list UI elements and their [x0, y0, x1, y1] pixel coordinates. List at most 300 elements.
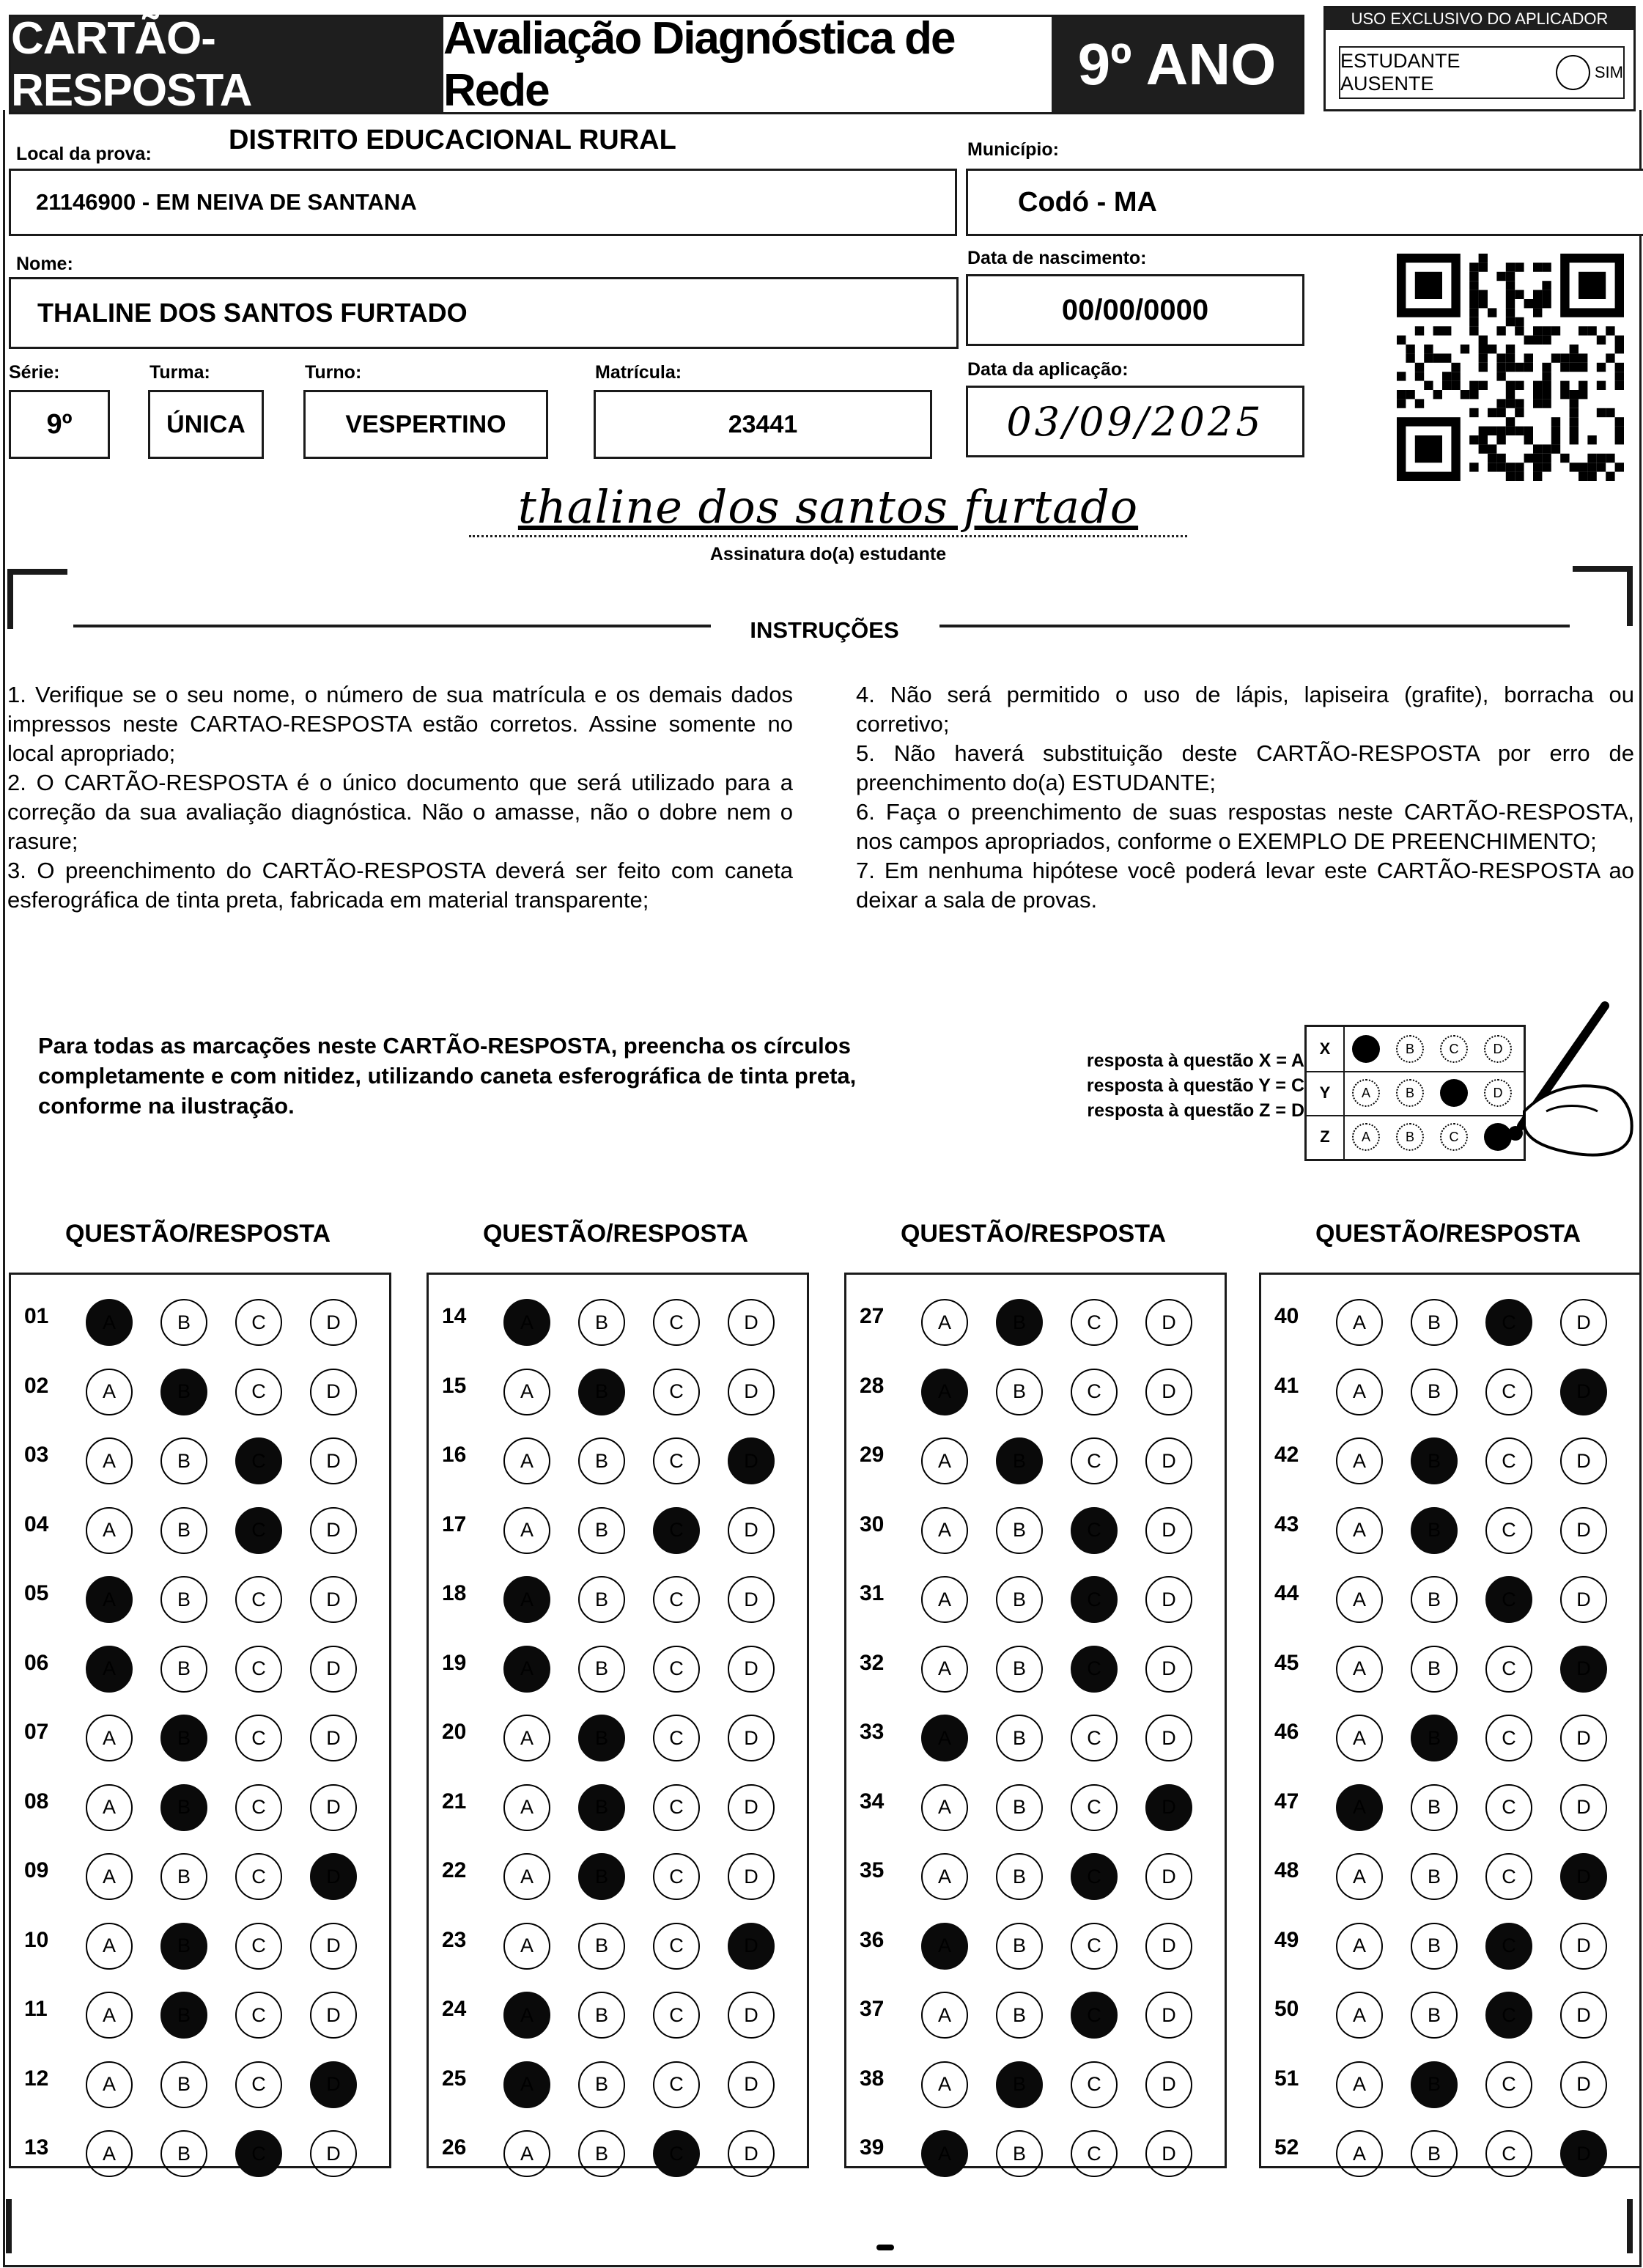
answer-bubble-d[interactable]: D	[1560, 1992, 1607, 2039]
question-number: 48	[1274, 1858, 1299, 1882]
exemplo-question: Y	[1307, 1071, 1345, 1115]
answer-bubble-d[interactable]: D	[310, 1299, 357, 1346]
answer-bubble-a[interactable]: A	[86, 2061, 133, 2108]
exemplo-bubble-d: D	[1484, 1123, 1512, 1151]
answer-bubble-c[interactable]: C	[653, 1437, 700, 1484]
answer-bubble-c[interactable]: C	[235, 1853, 282, 1900]
instrucao-item: 4. Não será permitido o uso de lápis, lapiseira (grafite), borracha ou corretivo;	[856, 682, 1634, 737]
answer-bubble-c[interactable]: C	[235, 2130, 282, 2177]
answer-bubble-a[interactable]: A	[921, 1715, 968, 1761]
answer-bubble-c[interactable]: C	[1485, 1784, 1532, 1831]
answer-bubble-d[interactable]: D	[310, 1715, 357, 1761]
answer-bubble-c[interactable]: C	[235, 1576, 282, 1623]
answer-row	[429, 1851, 807, 1895]
answer-bubble-d[interactable]: D	[1560, 1923, 1607, 1970]
answer-bubble-d[interactable]: D	[728, 1299, 775, 1346]
answer-row	[429, 1574, 807, 1618]
answer-bubble-b[interactable]: B	[1411, 1576, 1458, 1623]
answer-bubble-d[interactable]: D	[1145, 1437, 1192, 1484]
answer-bubble-d[interactable]: D	[728, 1715, 775, 1761]
answer-row	[1261, 2059, 1639, 2103]
answer-bubble-d[interactable]: D	[1145, 1715, 1192, 1761]
question-number: 36	[860, 1927, 885, 1952]
answer-bubble-d[interactable]: D	[1145, 1784, 1192, 1831]
answer-bubble-b[interactable]: B	[578, 2061, 625, 2108]
question-number: 25	[442, 2066, 467, 2091]
nome-label: Nome:	[16, 254, 73, 274]
answer-bubble-b[interactable]: B	[996, 2061, 1043, 2108]
questao-header: QUESTÃO/RESPOSTA	[1315, 1220, 1581, 1248]
answer-bubble-b[interactable]: B	[160, 1715, 207, 1761]
question-number: 30	[860, 1512, 885, 1536]
answer-bubble-c[interactable]: C	[1071, 2061, 1118, 2108]
answer-bubble-c[interactable]: C	[235, 1992, 282, 2039]
answer-bubble-a[interactable]: A	[1336, 1437, 1383, 1484]
matricula-label: Matrícula:	[595, 362, 682, 383]
answer-bubble-d[interactable]: D	[1560, 1576, 1607, 1623]
answer-bubble-a[interactable]: A	[1336, 1715, 1383, 1761]
answer-bubble-b[interactable]: B	[1411, 1784, 1458, 1831]
question-number: 24	[442, 1997, 467, 2021]
answer-bubble-d[interactable]: D	[728, 2061, 775, 2108]
local-label: Local da prova:	[16, 144, 152, 164]
nascimento-field: 00/00/0000	[966, 274, 1304, 346]
answer-bubble-c[interactable]: C	[653, 1299, 700, 1346]
question-number: 11	[24, 1997, 48, 2021]
answer-bubble-d[interactable]: D	[728, 1507, 775, 1554]
answer-bubble-c[interactable]: C	[1071, 2130, 1118, 2177]
answer-row	[846, 1297, 1225, 1341]
nascimento-label: Data de nascimento:	[967, 248, 1147, 268]
questao-header: QUESTÃO/RESPOSTA	[900, 1220, 1167, 1248]
answer-bubble-b[interactable]: B	[996, 1576, 1043, 1623]
answer-bubble-a[interactable]: A	[1336, 1853, 1383, 1900]
answer-bubble-a[interactable]: A	[503, 1923, 550, 1970]
answer-bubble-b[interactable]: B	[160, 1437, 207, 1484]
instrucoes-right	[856, 680, 1634, 915]
turno-label: Turno:	[305, 362, 362, 383]
answer-bubble-b[interactable]: B	[996, 1853, 1043, 1900]
answer-bubble-b[interactable]: B	[160, 1923, 207, 1970]
answer-bubble-b[interactable]: B	[578, 2130, 625, 2177]
exemplo-bubble-b: B	[1396, 1079, 1424, 1107]
answer-bubble-c[interactable]: C	[653, 2130, 700, 2177]
answer-bubble-a[interactable]: A	[921, 1299, 968, 1346]
answer-bubble-b[interactable]: B	[996, 1923, 1043, 1970]
answer-row	[11, 1574, 389, 1618]
answer-bubble-d[interactable]: D	[1560, 1299, 1607, 1346]
answer-bubble-b[interactable]: B	[578, 1923, 625, 1970]
answer-bubble-d[interactable]: D	[728, 1646, 775, 1693]
answer-bubble-c[interactable]: C	[653, 1853, 700, 1900]
answer-bubble-c[interactable]: C	[235, 1369, 282, 1415]
answer-bubble-a[interactable]: A	[503, 1646, 550, 1693]
answer-bubble-a[interactable]: A	[86, 1853, 133, 1900]
answer-bubble-b[interactable]: B	[160, 1992, 207, 2039]
answer-bubble-a[interactable]: A	[503, 2061, 550, 2108]
answer-bubble-b[interactable]: B	[1411, 1923, 1458, 1970]
question-number: 47	[1274, 1789, 1299, 1814]
answer-bubble-b[interactable]: B	[996, 1369, 1043, 1415]
answer-bubble-a[interactable]: A	[1336, 1369, 1383, 1415]
answer-bubble-b[interactable]: B	[996, 1784, 1043, 1831]
answer-bubble-b[interactable]: B	[1411, 1437, 1458, 1484]
answer-row	[429, 1505, 807, 1549]
answer-bubble-c[interactable]: C	[1071, 1437, 1118, 1484]
ausente-bubble[interactable]	[1556, 55, 1590, 90]
answer-bubble-b[interactable]: B	[578, 1437, 625, 1484]
answer-bubble-a[interactable]: A	[503, 1299, 550, 1346]
answer-bubble-a[interactable]: A	[86, 1369, 133, 1415]
answer-row	[846, 1782, 1225, 1826]
answer-bubble-b[interactable]: B	[160, 1784, 207, 1831]
answer-bubble-d[interactable]: D	[1145, 2130, 1192, 2177]
question-number: 13	[24, 2135, 49, 2160]
question-number: 37	[860, 1997, 885, 2021]
uso-caption: USO EXCLUSIVO DO APLICADOR	[1326, 8, 1633, 30]
answer-row	[11, 1435, 389, 1479]
answer-bubble-d[interactable]: D	[728, 1992, 775, 2039]
answer-bubble-c[interactable]: C	[1485, 1369, 1532, 1415]
answer-bubble-c[interactable]: C	[653, 1923, 700, 1970]
question-number: 23	[442, 1927, 467, 1952]
answer-bubble-a[interactable]: A	[86, 1299, 133, 1346]
answer-row	[429, 1989, 807, 2033]
answer-bubble-d[interactable]: D	[310, 1784, 357, 1831]
answer-bubble-d[interactable]: D	[310, 1369, 357, 1415]
exemplo-bubble-d: D	[1484, 1079, 1512, 1107]
answer-row	[846, 1643, 1225, 1687]
legend-item: resposta à questão Z = D	[1087, 1100, 1304, 1121]
answer-bubble-a[interactable]: A	[503, 1853, 550, 1900]
answer-bubble-c[interactable]: C	[1485, 1576, 1532, 1623]
answer-bubble-c[interactable]: C	[1485, 1992, 1532, 2039]
answer-bubble-d[interactable]: D	[1145, 1576, 1192, 1623]
ano-badge: 9º ANO	[1052, 17, 1302, 112]
answer-bubble-b[interactable]: B	[160, 1646, 207, 1693]
answer-bubble-d[interactable]: D	[310, 1992, 357, 2039]
instrucao-item: 1. Verifique se o seu nome, o número de sua matrícula e os demais dados impressos neste CARTAO-RESPOSTA estão corretos. Assine somente no local apropriado;	[7, 682, 793, 766]
answer-bubble-c[interactable]: C	[1485, 1646, 1532, 1693]
answer-bubble-b[interactable]: B	[1411, 2061, 1458, 2108]
answer-row	[429, 1297, 807, 1341]
answer-bubble-a[interactable]: A	[503, 1992, 550, 2039]
answer-bubble-d[interactable]: D	[728, 1576, 775, 1623]
answer-bubble-a[interactable]: A	[503, 1437, 550, 1484]
answer-bubble-a[interactable]: A	[1336, 1299, 1383, 1346]
answer-bubble-c[interactable]: C	[653, 2061, 700, 2108]
question-number: 01	[24, 1304, 49, 1328]
answer-bubble-b[interactable]: B	[578, 1853, 625, 1900]
question-number: 31	[860, 1581, 885, 1605]
answer-bubble-c[interactable]: C	[235, 1437, 282, 1484]
answer-bubble-d[interactable]: D	[1145, 1646, 1192, 1693]
answer-bubble-c[interactable]: C	[1071, 1299, 1118, 1346]
answer-bubble-c[interactable]: C	[235, 1299, 282, 1346]
answer-bubble-b[interactable]: B	[1411, 1646, 1458, 1693]
answer-row	[1261, 2128, 1639, 2172]
answer-bubble-d[interactable]: D	[1145, 2061, 1192, 2108]
answer-row	[846, 1435, 1225, 1479]
answer-bubble-b[interactable]: B	[1411, 1992, 1458, 2039]
answer-bubble-d[interactable]: D	[1145, 1992, 1192, 2039]
answer-bubble-a[interactable]: A	[1336, 2061, 1383, 2108]
answer-bubble-a[interactable]: A	[921, 1507, 968, 1554]
answer-bubble-a[interactable]: A	[1336, 1923, 1383, 1970]
answer-bubble-c[interactable]: C	[1485, 2061, 1532, 2108]
answer-row	[1261, 1643, 1639, 1687]
answer-bubble-b[interactable]: B	[160, 2130, 207, 2177]
answer-bubble-a[interactable]: A	[503, 1369, 550, 1415]
answer-bubble-d[interactable]: D	[310, 1576, 357, 1623]
answer-bubble-d[interactable]: D	[1560, 1646, 1607, 1693]
answer-row	[11, 1921, 389, 1965]
answer-row	[11, 1297, 389, 1341]
answer-bubble-d[interactable]: D	[310, 1853, 357, 1900]
answer-row	[1261, 1366, 1639, 1410]
answer-bubble-c[interactable]: C	[1071, 1923, 1118, 1970]
answer-bubble-c[interactable]: C	[1071, 1715, 1118, 1761]
question-number: 42	[1274, 1443, 1299, 1467]
answer-bubble-a[interactable]: A	[1336, 2130, 1383, 2177]
answer-bubble-b[interactable]: B	[578, 1646, 625, 1693]
exemplo-bubble-a: A	[1352, 1035, 1380, 1063]
serie-field: 9º	[9, 390, 110, 459]
answer-bubble-b[interactable]: B	[160, 1369, 207, 1415]
answer-row	[11, 1989, 389, 2033]
answer-bubble-d[interactable]: D	[310, 1437, 357, 1484]
answer-bubble-d[interactable]: D	[1145, 1507, 1192, 1554]
answer-bubble-b[interactable]: B	[1411, 1507, 1458, 1554]
question-number: 08	[24, 1789, 49, 1814]
answer-bubble-d[interactable]: D	[1145, 1299, 1192, 1346]
answer-bubble-a[interactable]: A	[1336, 1507, 1383, 1554]
signature-label: Assinatura do(a) estudante	[709, 544, 947, 564]
answer-bubble-a[interactable]: A	[86, 1715, 133, 1761]
answer-bubble-c[interactable]: C	[653, 1369, 700, 1415]
answer-bubble-b[interactable]: B	[996, 1715, 1043, 1761]
answer-bubble-b[interactable]: B	[1411, 1853, 1458, 1900]
answer-bubble-c[interactable]: C	[1071, 1369, 1118, 1415]
answer-bubble-d[interactable]: D	[1560, 1853, 1607, 1900]
answer-bubble-d[interactable]: D	[1560, 1437, 1607, 1484]
exemplo-row	[1307, 1071, 1524, 1116]
ausente-label: ESTUDANTE AUSENTE	[1340, 50, 1461, 95]
answer-column	[844, 1273, 1227, 2168]
question-number: 06	[24, 1650, 49, 1675]
answer-bubble-d[interactable]: D	[728, 1369, 775, 1415]
answer-bubble-b[interactable]: B	[578, 1784, 625, 1831]
cartao-title: CARTÃO-RESPOSTA	[11, 17, 443, 112]
answer-bubble-c[interactable]: C	[1071, 1992, 1118, 2039]
question-number: 22	[442, 1858, 467, 1882]
answer-bubble-d[interactable]: D	[728, 1923, 775, 1970]
answer-bubble-b[interactable]: B	[996, 1507, 1043, 1554]
answer-bubble-c[interactable]: C	[653, 1784, 700, 1831]
sim-label: SIM	[1594, 63, 1623, 81]
answer-row	[429, 1782, 807, 1826]
question-number: 40	[1274, 1304, 1299, 1328]
answer-bubble-c[interactable]: C	[235, 1646, 282, 1693]
answer-bubble-c[interactable]: C	[235, 2061, 282, 2108]
answer-bubble-b[interactable]: B	[1411, 1715, 1458, 1761]
distrito-text: DISTRITO EDUCACIONAL RURAL	[229, 125, 676, 155]
answer-bubble-b[interactable]: B	[996, 1992, 1043, 2039]
turma-label: Turma:	[149, 362, 210, 383]
ausente-field	[1339, 46, 1625, 99]
answer-bubble-c[interactable]: C	[1485, 1507, 1532, 1554]
legend-item: resposta à questão Y = C	[1086, 1075, 1304, 1096]
answer-bubble-c[interactable]: C	[653, 1576, 700, 1623]
answer-bubble-c[interactable]: C	[1071, 1507, 1118, 1554]
answer-bubble-a[interactable]: A	[86, 1784, 133, 1831]
answer-bubble-d[interactable]: D	[310, 2130, 357, 2177]
answer-bubble-b[interactable]: B	[578, 1992, 625, 2039]
answer-bubble-a[interactable]: A	[503, 1576, 550, 1623]
answer-bubble-c[interactable]: C	[653, 1507, 700, 1554]
exemplo-bubble-b: B	[1396, 1035, 1424, 1063]
question-number: 19	[442, 1650, 467, 1675]
answer-bubble-a[interactable]: A	[503, 1784, 550, 1831]
question-number: 43	[1274, 1512, 1299, 1536]
answer-bubble-a[interactable]: A	[1336, 1784, 1383, 1831]
answer-bubble-b[interactable]: B	[996, 2130, 1043, 2177]
answer-bubble-b[interactable]: B	[1411, 1369, 1458, 1415]
answer-row	[11, 1782, 389, 1826]
answer-bubble-c[interactable]: C	[235, 1715, 282, 1761]
answer-bubble-d[interactable]: D	[728, 1437, 775, 1484]
answer-bubble-a[interactable]: A	[921, 2061, 968, 2108]
answer-bubble-d[interactable]: D	[1560, 1784, 1607, 1831]
answer-bubble-d[interactable]: D	[1560, 1715, 1607, 1761]
answer-bubble-c[interactable]: C	[653, 1992, 700, 2039]
answer-bubble-b[interactable]: B	[578, 1507, 625, 1554]
answer-bubble-c[interactable]: C	[235, 1923, 282, 1970]
answer-bubble-c[interactable]: C	[1485, 1437, 1532, 1484]
answer-bubble-d[interactable]: D	[1145, 1923, 1192, 1970]
answer-bubble-a[interactable]: A	[86, 1923, 133, 1970]
answer-row	[846, 2059, 1225, 2103]
answer-bubble-d[interactable]: D	[310, 1646, 357, 1693]
header-bar	[9, 15, 1304, 114]
answer-bubble-b[interactable]: B	[160, 1576, 207, 1623]
answer-bubble-a[interactable]: A	[921, 1853, 968, 1900]
answer-bubble-b[interactable]: B	[160, 1299, 207, 1346]
answer-bubble-c[interactable]: C	[235, 1507, 282, 1554]
answer-bubble-a[interactable]: A	[921, 2130, 968, 2177]
answer-bubble-b[interactable]: B	[578, 1715, 625, 1761]
signature-line	[469, 454, 1187, 537]
turno-field: VESPERTINO	[303, 390, 548, 459]
answer-bubble-b[interactable]: B	[1411, 1299, 1458, 1346]
answer-bubble-a[interactable]: A	[86, 1576, 133, 1623]
answer-bubble-b[interactable]: B	[160, 1507, 207, 1554]
answer-bubble-a[interactable]: A	[921, 1369, 968, 1415]
answer-bubble-a[interactable]: A	[921, 1437, 968, 1484]
answer-bubble-a[interactable]: A	[503, 1715, 550, 1761]
answer-bubble-b[interactable]: B	[160, 1853, 207, 1900]
answer-bubble-c[interactable]: C	[1071, 1853, 1118, 1900]
question-number: 27	[860, 1304, 885, 1328]
answer-bubble-d[interactable]: D	[310, 1923, 357, 1970]
answer-bubble-a[interactable]: A	[503, 2130, 550, 2177]
answer-bubble-a[interactable]: A	[921, 1576, 968, 1623]
answer-bubble-a[interactable]: A	[86, 1646, 133, 1693]
exemplo-row	[1307, 1027, 1524, 1072]
answer-bubble-d[interactable]: D	[728, 1784, 775, 1831]
answer-bubble-d[interactable]: D	[728, 2130, 775, 2177]
answer-bubble-c[interactable]: C	[1485, 2130, 1532, 2177]
question-number: 04	[24, 1512, 49, 1536]
answer-bubble-c[interactable]: C	[1485, 1299, 1532, 1346]
answer-bubble-c[interactable]: C	[1071, 1646, 1118, 1693]
serie-label: Série:	[9, 362, 60, 383]
answer-bubble-a[interactable]: A	[921, 1923, 968, 1970]
answer-row	[429, 1643, 807, 1687]
answer-bubble-d[interactable]: D	[310, 2061, 357, 2108]
answer-bubble-d[interactable]: D	[1145, 1369, 1192, 1415]
answer-row	[11, 1851, 389, 1895]
answer-bubble-a[interactable]: A	[921, 1784, 968, 1831]
answer-bubble-a[interactable]: A	[86, 1507, 133, 1554]
answer-bubble-a[interactable]: A	[86, 2130, 133, 2177]
exemplo-bubble-c: C	[1440, 1079, 1468, 1107]
answer-bubble-a[interactable]: A	[86, 1992, 133, 2039]
answer-bubble-b[interactable]: B	[578, 1299, 625, 1346]
answer-bubble-b[interactable]: B	[578, 1369, 625, 1415]
answer-bubble-c[interactable]: C	[1485, 1923, 1532, 1970]
answer-bubble-d[interactable]: D	[310, 1507, 357, 1554]
answer-bubble-c[interactable]: C	[1071, 1784, 1118, 1831]
answer-bubble-c[interactable]: C	[653, 1715, 700, 1761]
answer-bubble-c[interactable]: C	[235, 1784, 282, 1831]
answer-bubble-d[interactable]: D	[1560, 1507, 1607, 1554]
answer-bubble-d[interactable]: D	[1560, 2061, 1607, 2108]
answer-bubble-a[interactable]: A	[921, 1646, 968, 1693]
answer-bubble-a[interactable]: A	[921, 1992, 968, 2039]
questao-header: QUESTÃO/RESPOSTA	[482, 1220, 749, 1248]
answer-bubble-b[interactable]: B	[996, 1299, 1043, 1346]
answer-bubble-c[interactable]: C	[1485, 1715, 1532, 1761]
answer-bubble-b[interactable]: B	[996, 1437, 1043, 1484]
answer-bubble-a[interactable]: A	[1336, 1576, 1383, 1623]
answer-row	[846, 1366, 1225, 1410]
answer-bubble-d[interactable]: D	[1560, 1369, 1607, 1415]
question-number: 07	[24, 1720, 49, 1744]
answer-bubble-c[interactable]: C	[1485, 1853, 1532, 1900]
answer-bubble-a[interactable]: A	[86, 1437, 133, 1484]
answer-bubble-a[interactable]: A	[1336, 1992, 1383, 2039]
question-number: 35	[860, 1858, 885, 1882]
question-number: 16	[442, 1443, 467, 1467]
answer-bubble-c[interactable]: C	[1071, 1576, 1118, 1623]
question-number: 49	[1274, 1927, 1299, 1952]
answer-bubble-a[interactable]: A	[503, 1507, 550, 1554]
answer-bubble-a[interactable]: A	[1336, 1646, 1383, 1693]
answer-bubble-b[interactable]: B	[578, 1576, 625, 1623]
qr-code-icon	[1397, 254, 1628, 481]
answer-bubble-d[interactable]: D	[1145, 1853, 1192, 1900]
matricula-field: 23441	[594, 390, 932, 459]
answer-bubble-b[interactable]: B	[160, 2061, 207, 2108]
answer-row	[846, 1921, 1225, 1965]
answer-bubble-b[interactable]: B	[996, 1646, 1043, 1693]
answer-bubble-b[interactable]: B	[1411, 2130, 1458, 2177]
corner-mark	[1573, 566, 1633, 626]
answer-bubble-c[interactable]: C	[653, 1646, 700, 1693]
answer-bubble-d[interactable]: D	[1560, 2130, 1607, 2177]
answer-bubble-d[interactable]: D	[728, 1853, 775, 1900]
